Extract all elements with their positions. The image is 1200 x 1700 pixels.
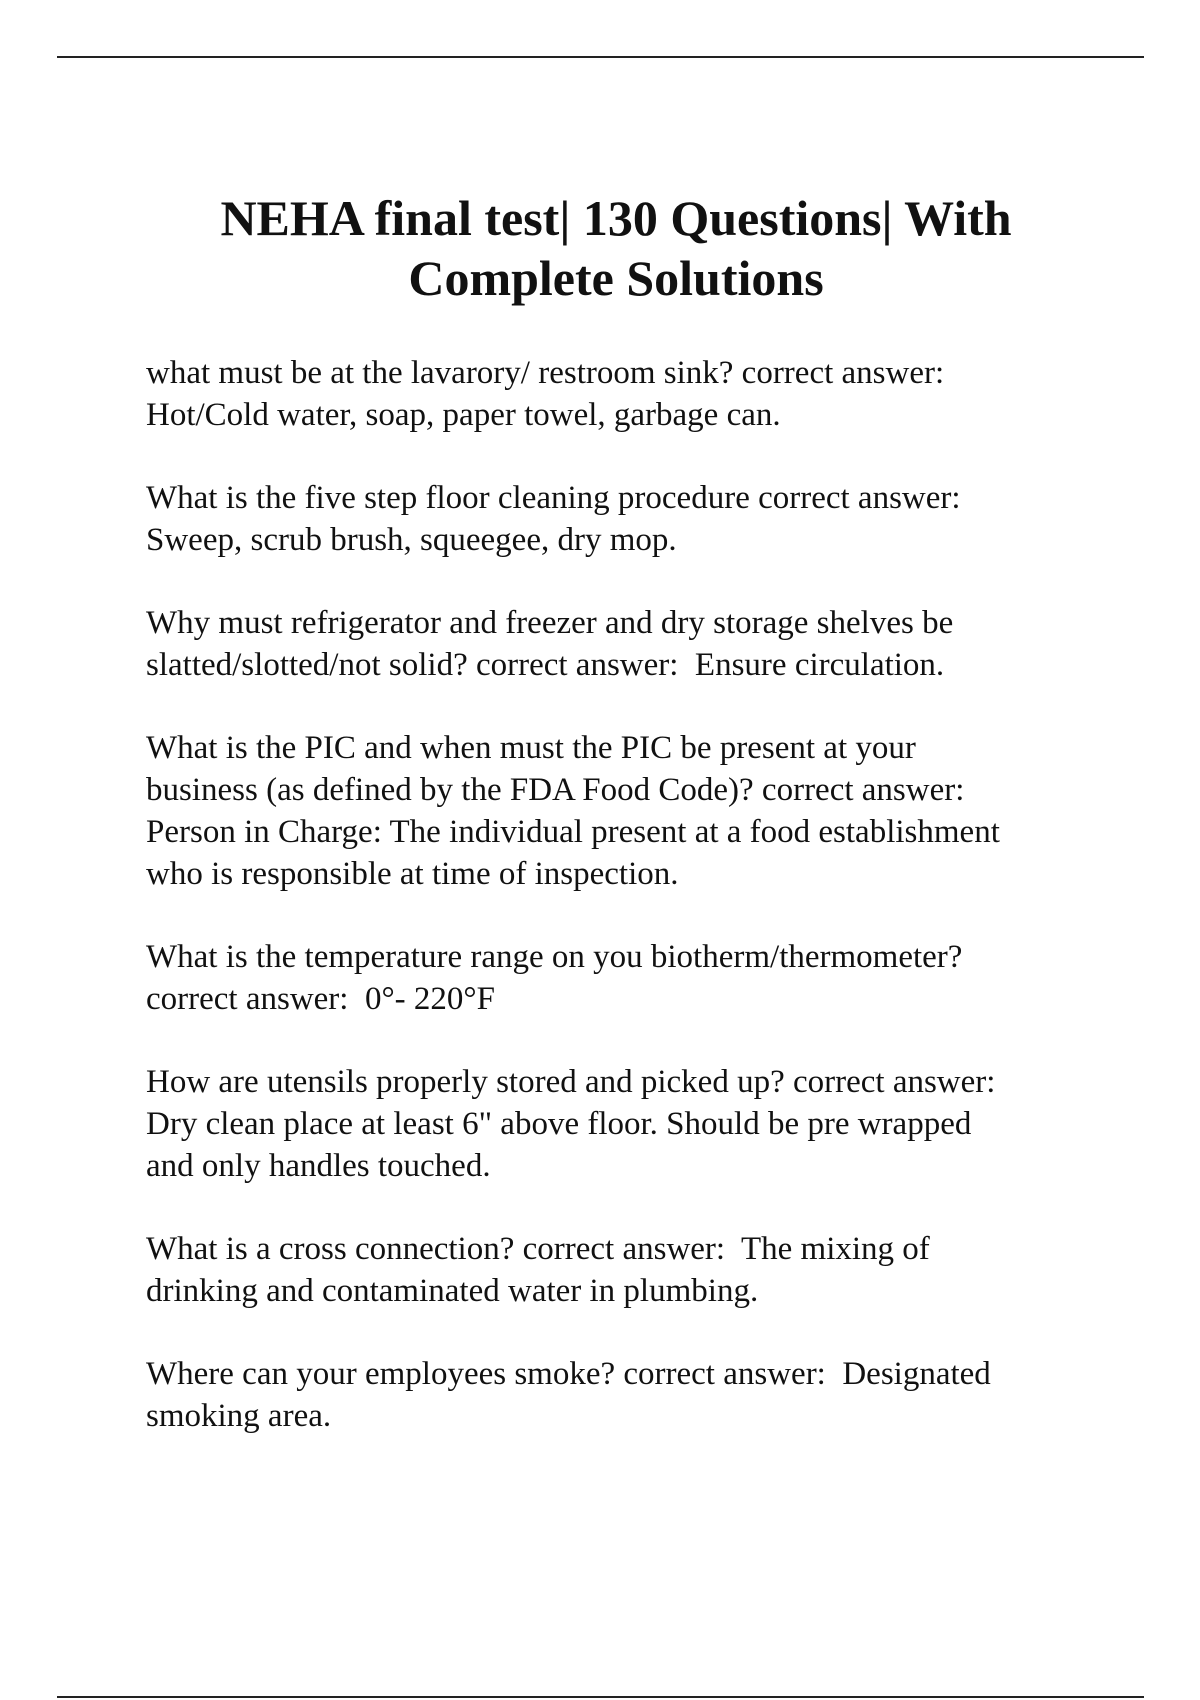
qa-item	[146, 477, 1146, 561]
qa-text: Sweep, scrub brush, squeegee, dry mop.	[146, 522, 677, 558]
top-rule	[57, 56, 1144, 58]
qa-text: How are utensils properly stored and picked up? correct answer:	[146, 1064, 1004, 1100]
qa-item	[146, 1228, 1146, 1312]
qa-text: Where can your employees smoke? correct answer: Designated	[146, 1356, 1000, 1392]
title-line-2: Complete Solutions	[408, 250, 824, 306]
qa-text: and only handles touched.	[146, 1148, 491, 1184]
qa-text: What is the five step floor cleaning procedure correct answer:	[146, 480, 969, 516]
qa-text: correct answer: 0°- 220°F	[146, 981, 495, 1017]
qa-item	[146, 1353, 1146, 1437]
qa-text: Person in Charge: The individual present at a food establishment	[146, 814, 1009, 850]
qa-text: drinking and contaminated water in plumbing.	[146, 1273, 759, 1309]
document-title	[100, 188, 1132, 308]
qa-text: What is a cross connection? correct answer: The mixing of	[146, 1231, 939, 1267]
qa-text: Dry clean place at least 6" above floor. Should be pre wrapped	[146, 1106, 980, 1142]
qa-item	[146, 352, 1146, 436]
qa-text: What is the temperature range on you biotherm/thermometer?	[146, 939, 971, 975]
qa-text: business (as defined by the FDA Food Code)? correct answer:	[146, 772, 973, 808]
qa-text: who is responsible at time of inspection.	[146, 856, 679, 892]
title-line-1: NEHA final test| 130 Questions| With	[220, 190, 1012, 246]
qa-text: smoking area.	[146, 1398, 332, 1434]
qa-item	[146, 602, 1146, 686]
bottom-rule	[57, 1696, 1144, 1698]
qa-text: what must be at the lavarory/ restroom sink? correct answer:	[146, 355, 953, 391]
qa-item	[146, 727, 1146, 895]
qa-text: Why must refrigerator and freezer and dry storage shelves be	[146, 605, 962, 641]
qa-text: slatted/slotted/not solid? correct answer: Ensure circulation.	[146, 647, 945, 683]
qa-text: What is the PIC and when must the PIC be present at your	[146, 730, 925, 766]
qa-item	[146, 936, 1146, 1020]
qa-text: Hot/Cold water, soap, paper towel, garbage can.	[146, 397, 781, 433]
qa-list	[146, 352, 1146, 1478]
qa-item	[146, 1061, 1146, 1187]
